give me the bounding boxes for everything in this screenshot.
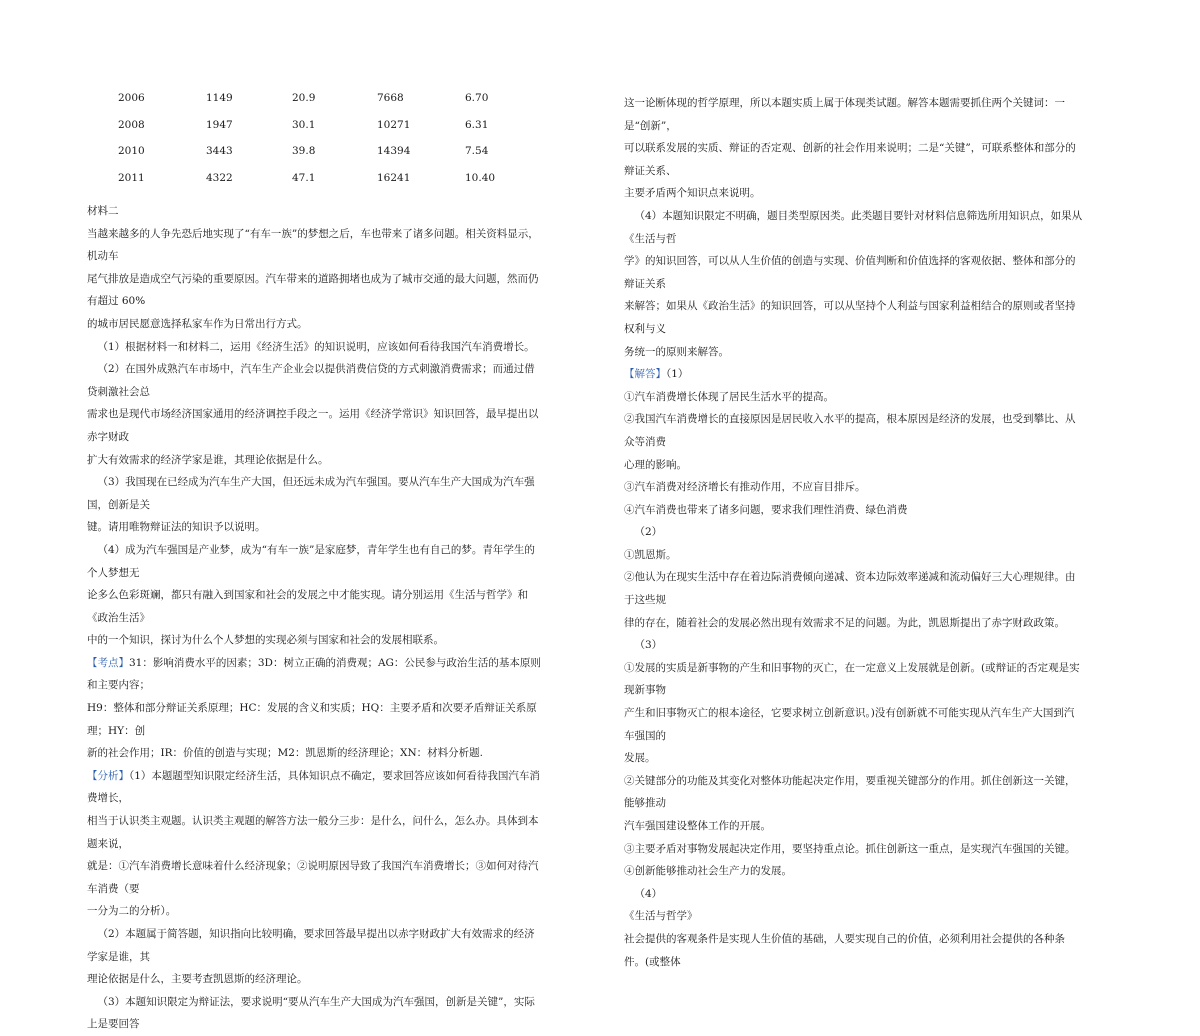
table-row <box>87 119 507 146</box>
text-line: 律的存在，随着社会的发展必然出现有效需求不足的问题。为此，凯恩斯提出了赤字财政政策。 <box>624 616 1065 629</box>
kaodian-line <box>87 652 542 697</box>
text-line: 发展。 <box>624 752 656 765</box>
question-line: （2）在国外成熟汽车市场中，汽车生产企业会以提供消费信贷的方式刺激消费需求；而通过借贷刺激社会总 <box>87 363 535 398</box>
text-line: ①发展的实质是新事物的产生和旧事物的灭亡，在一定意义上发展就是创新。(或辩证的否定观是实现新事物 <box>624 661 1080 697</box>
fenxi-tag: 【分析】 <box>87 769 129 782</box>
text-line: 中的一个知识，探讨为什么个人梦想的实现必须与国家和社会的发展相联系。 <box>87 634 444 647</box>
table-row <box>87 172 507 199</box>
table-cell: 10.40 <box>465 171 496 184</box>
table-cell: 47.1 <box>292 171 316 184</box>
text-line: （2）本题属于简答题，知识指向比较明确，要求回答最早提出以赤字财政扩大有效需求的经济学家是谁，其 <box>87 928 535 963</box>
text-line: （4）本题知识限定不明确，题目类型原因类。此类题目要针对材料信息筛选所用知识点，如果从《生活与哲 <box>624 209 1083 245</box>
table-cell: 2010 <box>118 145 145 158</box>
fenxi-line <box>87 765 542 810</box>
text-line: H9：整体和部分辩证关系原理；HC：发展的含义和实质；HQ：主要矛盾和次要矛盾辩证关系原理；HY：创 <box>87 702 537 737</box>
table-cell: 30.1 <box>292 118 316 131</box>
text-span: （1）本题题型知识限定经济生活，具体知识点不确定，要求回答应该如何看待我国汽车消费增长， <box>87 769 540 805</box>
text-line: （3）本题知识限定为辩证法，要求说明“要从汽车生产大国成为汽车强国，创新是关键”，实际上是要回答 <box>87 995 535 1031</box>
table-cell: 2011 <box>118 171 145 184</box>
text-line: 来解答；如果从《政治生活》的知识回答，可以从坚持个人利益与国家利益相结合的原则或者坚持权利与义 <box>624 300 1076 335</box>
question-line: （3）我国现在已经成为汽车生产大国，但还远未成为汽车强国。要从汽车生产大国成为汽车强国，创新是关 <box>87 476 535 511</box>
table-cell: 20.9 <box>292 92 316 104</box>
text-line: （2） <box>634 526 663 539</box>
text-line: 社会提供的客观条件是实现人生价值的基础，人要实现自己的价值，必须利用社会提供的各种条件。(或整体 <box>624 932 1065 968</box>
text-line: ④汽车消费也带来了诸多问题，要求我们理性消费、绿色消费 <box>624 503 908 516</box>
text-line: 理论依据是什么，主要考查凯恩斯的经济理论。 <box>87 973 308 986</box>
question-line: （1）根据材料一和材料二，运用《经济生活》的知识说明，应该如何看待我国汽车消费增长。 <box>97 340 535 353</box>
text-line: ①凯恩斯。 <box>624 548 677 561</box>
table-cell: 16241 <box>377 171 411 184</box>
text-line: 当越来越多的人争先恐后地实现了“有车一族”的梦想之后，车也带来了诸多问题。相关资料显示，机动车 <box>87 227 539 263</box>
text-line: ①汽车消费增长体现了居民生活水平的提高。 <box>624 390 834 403</box>
table-cell: 4322 <box>206 171 233 184</box>
text-line: ②他认为在现实生活中存在着边际消费倾向递减、资本边际效率递减和流动偏好三大心理规律。由于这些规 <box>624 571 1076 607</box>
text-line: 新的社会作用；IR：价值的创造与实现；M2：凯恩斯的经济理论；XN：材料分析题. <box>87 747 483 760</box>
text-line: 可以联系发展的实质、辩证的否定观、创新的社会作用来说明；二是“关键”，可联系整体和部分的辩证关系、 <box>624 142 1076 177</box>
data-table <box>87 92 507 198</box>
table-cell: 3443 <box>206 145 233 158</box>
table-row <box>87 92 507 119</box>
text-line: 《生活与哲学》 <box>624 910 698 923</box>
question-line: （4）成为汽车强国是产业梦，成为“有车一族”是家庭梦，青年学生也有自己的梦。青年学生的个人梦想无 <box>87 543 535 579</box>
table-cell: 14394 <box>377 145 411 158</box>
table-cell: 1149 <box>206 92 233 104</box>
jieda-line <box>624 363 1084 386</box>
text-span: （1） <box>666 368 689 381</box>
table-cell: 6.31 <box>465 118 489 131</box>
table-cell: 7.54 <box>465 145 489 158</box>
table-cell: 2006 <box>118 92 145 104</box>
text-line: ②我国汽车消费增长的直接原因是居民收入水平的提高，根本原因是经济的发展，也受到攀比、从众等消费 <box>624 413 1076 448</box>
text-line: 需求也是现代市场经济国家通用的经济调控手段之一。运用《经济学常识》知识回答，最早提出以赤字财政 <box>87 408 539 443</box>
text-line: 这一论断体现的哲学原理，所以本题实质上属于体现类试题。解答本题需要抓住两个关键词：一是“创新”， <box>624 97 1065 132</box>
text-line: 扩大有效需求的经济学家是谁，其理论依据是什么。 <box>87 453 329 466</box>
text-line: 键。请用唯物辩证法的知识予以说明。 <box>87 521 266 534</box>
text-line: （4） <box>634 887 663 900</box>
text-line: 心理的影响。 <box>624 458 687 471</box>
text-line: 相当于认识类主观题。认识类主观题的解答方法一般分三步：是什么，问什么，怎么办。具体到本题来说， <box>87 815 539 850</box>
text-line: 的城市居民愿意选择私家车作为日常出行方式。 <box>87 317 308 330</box>
table-cell: 39.8 <box>292 145 316 158</box>
table-row <box>87 145 507 172</box>
text-line: 汽车强国建设整体工作的开展。 <box>624 820 771 832</box>
text-line: 学》的知识回答，可以从人生价值的创造与实现、价值判断和价值选择的客观依据、整体和部分的辩证关系 <box>624 255 1076 290</box>
text-span: 31：影响消费水平的因素；3D：树立正确的消费观；AG：公民参与政治生活的基本原则和主要内容； <box>87 656 541 692</box>
text-line: 务统一的原则来解答。 <box>624 345 729 358</box>
text-line: （3） <box>634 639 663 652</box>
right-column <box>624 92 1084 973</box>
table-cell: 10271 <box>377 118 411 131</box>
jieda-tag: 【解答】 <box>624 368 666 381</box>
text-line: ③主要矛盾对事物发展起决定作用，要坚持重点论。抓住创新这一重点，是实现汽车强国的关键。 <box>624 842 1076 855</box>
text-line: 主要矛盾两个知识点来说明。 <box>624 187 761 200</box>
text-line: 尾气排放是造成空气污染的重要原因。汽车带来的道路拥堵也成为了城市交通的最大问题，然而仍有超过 60% <box>87 272 539 308</box>
section-heading: 材料二 <box>87 205 119 217</box>
text-line: 产生和旧事物灭亡的根本途径，它要求树立创新意识。)没有创新就不可能实现从汽车生产大国到汽车强国的 <box>624 707 1075 742</box>
table-cell: 7668 <box>377 92 404 104</box>
text-line: ④创新能够推动社会生产力的发展。 <box>624 865 792 878</box>
text-line: ③汽车消费对经济增长有推动作用，不应盲目排斥。 <box>624 481 866 494</box>
table-cell: 2008 <box>118 118 145 131</box>
text-line: ②关键部分的功能及其变化对整体功能起决定作用，要重视关键部分的作用。抓住创新这一关键，能够推动 <box>624 774 1076 810</box>
text-line: 一分为二的分析）。 <box>87 905 177 918</box>
text-line: 就是：①汽车消费增长意味着什么经济现象；②说明原因导致了我国汽车消费增长；③如何对待汽车消费（要 <box>87 860 539 895</box>
table-cell: 6.70 <box>465 92 489 104</box>
left-column <box>87 200 542 1036</box>
table-cell: 1947 <box>206 118 233 131</box>
text-line: 论多么色彩斑斓，都只有融入到国家和社会的发展之中才能实现。请分别运用《生活与哲学》和《政治生活》 <box>87 589 528 624</box>
kaodian-tag: 【考点】 <box>87 656 129 669</box>
